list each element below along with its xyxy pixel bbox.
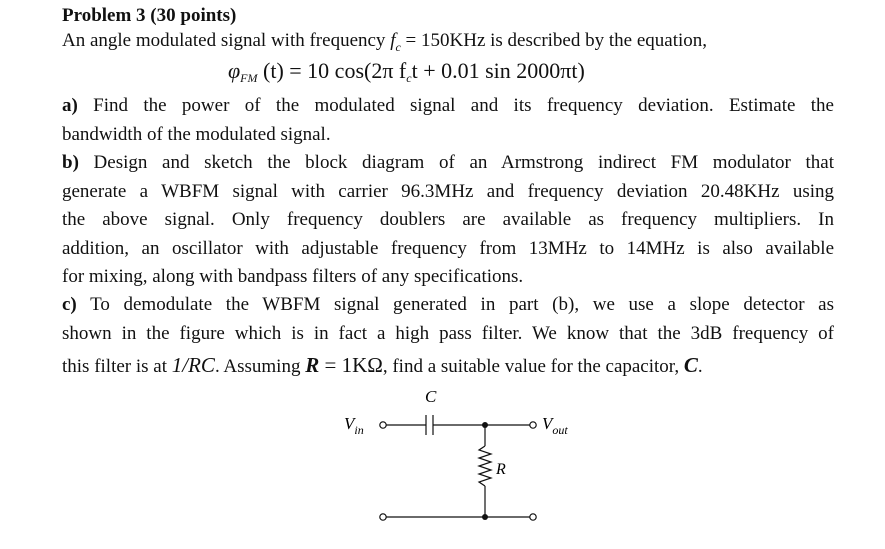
part-a-label: a) xyxy=(62,95,78,116)
part-b-line-5: for mixing, along with bandpass filters of any specifications. xyxy=(62,266,524,287)
ground-right-terminal-icon xyxy=(530,514,536,520)
intro-freq-symbol: f xyxy=(390,30,396,51)
eq-rhs-tail: t + 0.01 sin 2000πt) xyxy=(411,58,585,83)
part-b-label: b) xyxy=(62,152,79,173)
intro-freq-sub: c xyxy=(395,39,401,54)
node-bottom-dot xyxy=(482,514,488,520)
vin-label: $V_{in}$ xyxy=(344,414,364,437)
capacitor-label: C xyxy=(425,387,437,406)
eq-rhs: = 10 cos(2π f xyxy=(289,58,407,83)
part-c-label: c) xyxy=(62,294,77,315)
eq-phi: φ xyxy=(228,58,241,83)
intro-text-post: = 150KHz is described by the equation, xyxy=(400,30,707,51)
eq-arg: (t) xyxy=(263,58,284,83)
node-top-dot xyxy=(482,422,488,428)
vout-label: $V_{out}$ xyxy=(542,414,568,437)
part-a-line-1: a) Find the power of the modulated signal and its frequency deviation. Estimate the xyxy=(62,95,834,116)
vout-terminal-icon xyxy=(530,422,536,428)
part-c-line-1: c) To demodulate the WBFM signal generated in part (b), we use a slope detector as xyxy=(62,294,834,315)
intro-text-pre: An angle modulated signal with frequency xyxy=(62,30,391,51)
resistor-value: = 1KΩ xyxy=(319,353,383,377)
eq-phi-sub: FM xyxy=(240,71,258,85)
ground-left-terminal-icon xyxy=(380,514,386,520)
part-b-line-4: addition, an oscillator with adjustable frequency from 13MHz to 14MHz is also available xyxy=(62,237,834,259)
resistor-symbol: R xyxy=(305,353,320,377)
eq-rhs-sub: c xyxy=(406,71,412,85)
part-c-line-2: shown in the figure which is in fact a high pass filter. We know that the 3dB frequency of xyxy=(62,322,834,344)
part-c-line-3: this filter is at 1/RC. Assuming R = 1KΩ, find a suitable value for the capacitor, C. xyxy=(62,353,703,377)
problem-title: Problem 3 (30 points) xyxy=(62,5,237,26)
part-b-line-1: b) Design and sketch the block diagram of an Armstrong indirect FM modulator that xyxy=(62,152,834,173)
part-b-line-3: the above signal. Only frequency doublers are available as frequency multipliers. In xyxy=(62,209,834,230)
vin-terminal-icon xyxy=(380,422,386,428)
resistor-label: R xyxy=(496,461,506,478)
capacitor-symbol: C xyxy=(683,353,698,377)
cutoff-expression: 1/RC xyxy=(171,353,215,377)
resistor-zigzag-icon xyxy=(479,446,491,486)
part-a-line-2: bandwidth of the modulated signal. xyxy=(62,123,331,145)
part-b-line-2: generate a WBFM signal with carrier 96.3MHz and frequency deviation 20.48KHz using xyxy=(62,180,834,202)
